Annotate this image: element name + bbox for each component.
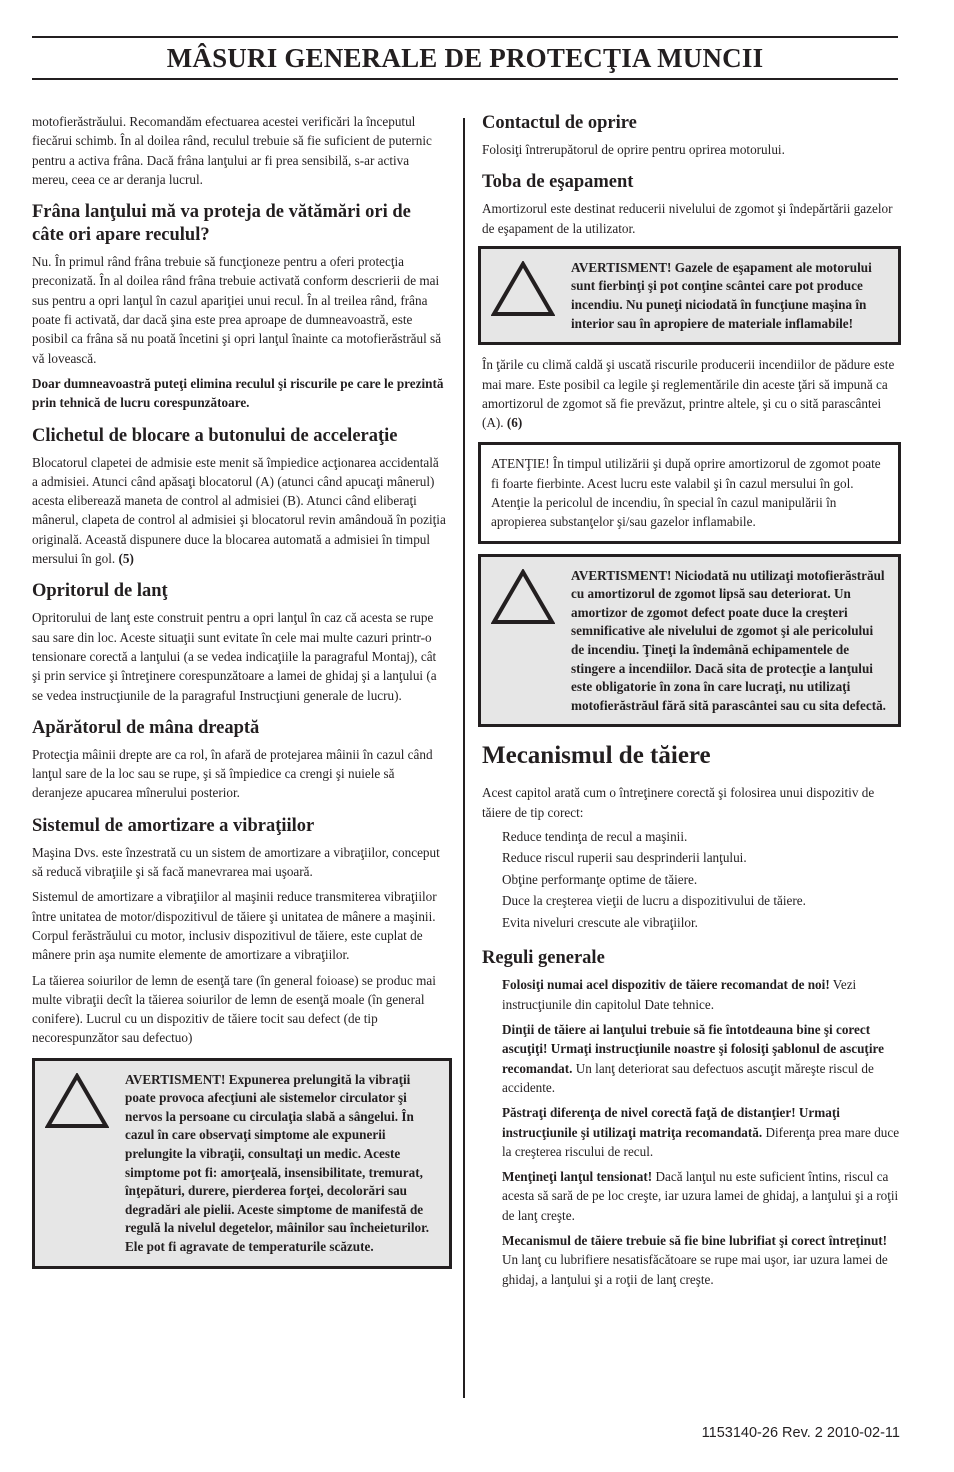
warning-text: AVERTISMENT! Gazele de eşapament ale motorului sunt fierbinţi şi pot conţine scântei care pot produce incendiu. Nu puneţi niciodată în funcţiune maşina în interior sau în apropiere de materiale inflamabile! bbox=[571, 259, 872, 331]
attention-text: ATENŢIE! În timpul utilizării şi după oprire amortizorul de zgomot poate fi foarte fierbinte. Acest lucru este valabil şi în cazul mersului în gol. Atenţie la pericolul de incendiu, în special în cazul manipulării în apropierea substanţelor şi/sau gazelor inflamabile. bbox=[491, 456, 881, 530]
warning-box-muffler bbox=[478, 554, 901, 728]
left-column bbox=[32, 112, 446, 1279]
paragraph: Opritorului de lanţ este construit pentru a opri lanţul în caz că acesta se rupe sau sare din loc. Aceste situaţii sunt evitate în cele mai multe cazuri printr-o tensionare corectă a lanţului (a se vedea indicaţiile la paragraful Montaj), cât şi prin service şi întreţinere corespunzătoare a lamei de ghidaj şi a lanţului (a se vedea instrucţiunile de la paragraful Instrucţiuni generale de lucru). bbox=[32, 610, 437, 703]
rule-text: Un lanţ cu lubrifiere nesatisfăcătoare se rupe mai uşor, iar uzura lamei de ghidaj, a lanţului şi a roţii de lanţ creşte. bbox=[502, 1252, 888, 1287]
section-title-throttle-lockout: Clichetul de blocare a butonului de acceleraţie bbox=[32, 425, 398, 446]
paragraph bbox=[32, 453, 446, 569]
paragraph: Maşina Dvs. este înzestrată cu un sistem de amortizare a vibraţiilor, conceput să reducă vibraţiile şi să facă manevrarea mai uşoară. bbox=[32, 844, 440, 880]
rule-item bbox=[502, 1231, 902, 1289]
rule-item bbox=[502, 1167, 902, 1225]
paragraph bbox=[482, 355, 902, 432]
figure-ref: (6) bbox=[506, 415, 523, 431]
warning-text: AVERTISMENT! Expunerea prelungită la vibraţii poate provoca afecţiuni ale sistemelor circulator şi nervos la persoane cu circulaţia slabă a sângelui. În cazul în care observaţi simptome ale expunerii prelungite la vibraţii, consultaţi un medic. Aceste simptome pot fi: amorţeală, insensibilitate, tremurat, înţepături, durere, pierderea forţei, decolorări sau degradări ale pielii. Aceste simptome de manifestă de regulă la nivelul degetelor, mâinilor sau încheieturilor. Ele pot fi agravate de temperaturile scăzute. bbox=[125, 1071, 430, 1255]
warning-box-exhaust bbox=[478, 246, 901, 345]
rule-item bbox=[502, 1103, 902, 1161]
section-title-muffler: Toba de eşapament bbox=[482, 172, 634, 193]
page-title: MÂSURI GENERALE DE PROTECŢIA MUNCII bbox=[166, 42, 764, 73]
list-item: Obţine performanţe optime de tăiere. bbox=[502, 871, 698, 887]
rule-text: Vezi instrucţiunile din capitolul Date tehnice. bbox=[502, 977, 857, 1012]
list-item: Reduce tendinţa de recul a maşinii. bbox=[502, 828, 688, 844]
intro-paragraph: motofierăstrăului. Recomandăm efectuarea acestei verificări la începutul fiecărui schimb. În al doilea rând, reculul trebuie să fie suficient de puternic pentru a activa frâna. Dacă frâna lanţului ar fi prea sensibilă, s-ar activa mereu, ceea ce ar deranja lucrul. bbox=[32, 114, 432, 187]
section-title-chain-brake-protection: Frâna lanţului mă va proteja de vătămări ori de câte ori apare reculul? bbox=[32, 202, 411, 246]
rule-bold: Păstraţi diferenţa de nivel corectă faţă de distanţier! Urmaţi instrucţiunile şi utilizaţi matriţa recomandată. bbox=[502, 1105, 840, 1140]
chapter-title-cutting-equipment: Mecanismul de tăiere bbox=[482, 742, 711, 770]
section-title-chain-catcher: Opritorul de lanţ bbox=[32, 581, 168, 602]
list-item: Evita niveluri crescute ale vibraţiilor. bbox=[502, 914, 698, 930]
figure-ref: (5) bbox=[118, 551, 134, 567]
warning-triangle-icon bbox=[45, 1071, 117, 1257]
page-header bbox=[32, 36, 898, 80]
rule-bold: Mecanismul de tăiere trebuie să fie bine lubrifiat şi corect întreţinut! bbox=[502, 1233, 888, 1249]
paragraph-text: În ţările cu climă caldă şi uscată riscurile producerii incendiilor de pădure este mai mare. Este posibil ca legile şi reglementările din aceste ţări să impună ca amortizorul de zgomot să fie prevăzut, printre altele, şi cu o sită parascântei (A). bbox=[482, 357, 895, 431]
paragraph: Acest capitol arată cum o întreţinere corectă şi folosirea unui dispozitiv de tăiere de tip corect: bbox=[482, 785, 875, 820]
paragraph: Protecţia mâinii drepte are ca rol, în afară de protejarea mâinii în cazul când lanţul sare de la loc sau se rupe, şi să împiedice ca crengi şi nuiele să deranjeze apucarea mînerului posterior. bbox=[32, 746, 433, 801]
list-item: Duce la creşterea vieţii de lucru a dispozitivului de tăiere. bbox=[502, 893, 806, 909]
right-column bbox=[482, 112, 902, 1295]
column-divider bbox=[463, 118, 465, 1398]
list-item: Reduce riscul ruperii sau desprinderii lanţului. bbox=[502, 850, 747, 866]
paragraph: Folosiţi întrerupătorul de oprire pentru oprirea motorului. bbox=[482, 142, 785, 157]
section-title-general-rules: Reguli generale bbox=[482, 948, 605, 969]
paragraph: La tăierea soiurilor de lemn de esenţă tare (în general foioase) se produc mai multe vibraţii decît la tăierea soiurilor de lemn de esenţă moale (în general conifere). Lucrul cu un dispozitiv de tăiere tocit sau defect (de tip necorespunzător sau defectuo) bbox=[32, 972, 436, 1046]
warning-triangle-icon bbox=[491, 567, 563, 716]
rule-bold: Menţineţi lanţul tensionat! bbox=[502, 1169, 653, 1185]
rule-text: Dacă lanţul nu este suficient întins, riscul ca acesta să sară de pe loc creşte, iar uzura lamei de ghidaj, a lanţului şi a roţii de lanţ creşte. bbox=[502, 1169, 899, 1223]
warning-text: AVERTISMENT! Niciodată nu utilizaţi motofierăstrăul cu amortizorul de zgomot lipsă sau deteriorat. Un amortizor de zgomot defect poate duce la creşteri semnificative ale nivelului de zgomot şi ale pericolului de incendiu. Ţineţi la îndemână echipamentele de stingere a incendiilor. Dacă sita de protecţie a lanţului este obligatorie în zona în care lucraţi, nu utilizaţi motofierăstrăul fără sită parascântei sau cu sita defectă. bbox=[571, 567, 886, 713]
rule-text: Un lanţ deteriorat sau defectuos ascuţit măreşte riscul de accidente. bbox=[502, 1060, 874, 1095]
rule-bold: Dinţii de tăiere ai lanţului trebuie să fie întotdeauna bine şi corect ascuţiţi! Urmaţi instrucţiunile noastre şi folosiţi şablonul de ascuţire recomandat. bbox=[502, 1022, 884, 1076]
rule-item bbox=[502, 975, 902, 1014]
paragraph-text: Blocatorul clapetei de admisie este menit să împiedice acţionarea accidentală a admisiei. Atunci când apăsaţi blocatorul (A) (atunci când apucaţi mânerul) acesta eliberează maneta de control al admisiei (B). Atunci când eliberaţi mânerul, clapeta de control al admisiei şi blocatorul revin amândouă în poziţia originală. Această dispunere duce la blocarea automată a admisiei în timpul mersului în gol. bbox=[32, 454, 446, 567]
section-title-vibration-damping: Sistemul de amortizare a vibraţiilor bbox=[32, 815, 315, 836]
paragraph: Sistemul de amortizare a vibraţiilor al maşinii reduce transmiterea vibraţiilor între unitatea de motor/dispozitivul de tăiere şi unitatea de mânere a maşinii. Corpul ferăstrăului cu motor, inclusiv dispozitivul de tăiere, este cuplat de mânere prin aşa numite elemente de amortizare a vibraţiilor. bbox=[32, 889, 437, 963]
rule-text: Diferenţa prea mare duce la creşterea riscului de recul. bbox=[502, 1124, 900, 1159]
warning-box-vibration bbox=[32, 1058, 452, 1269]
document-reference: 1153140-26 Rev. 2 2010-02-11 bbox=[701, 1425, 900, 1441]
warning-triangle-icon bbox=[491, 259, 563, 333]
paragraph: Nu. În primul rând frâna trebuie să funcţioneze pentru a oferi protecţia preconizată. În al doilea rând frâna trebuie activată conform descrierii de mai sus pentru a opri lanţul în cazul apariţiei unui recul. În al treilea rând, frâna poate fi activată, dar dacă şina este prea aproape de dumneavoastră, este posibil ca frâna să nu poată încetini şi opri lanţul înainte ca motofierăstrăul să vă lovească. bbox=[32, 254, 442, 366]
paragraph-bold: Doar dumneavoastră puteţi elimina reculul şi riscurile pe care le prezintă prin tehnică de lucru corespunzătoare. bbox=[32, 375, 444, 411]
attention-box bbox=[478, 442, 901, 543]
section-title-right-hand-guard: Apărătorul de mâna dreaptă bbox=[32, 717, 260, 738]
section-title-stop-switch: Contactul de oprire bbox=[482, 113, 637, 133]
rule-item bbox=[502, 1020, 902, 1097]
rule-bold: Folosiţi numai acel dispozitiv de tăiere recomandat de noi! bbox=[502, 977, 830, 993]
paragraph: Amortizorul este destinat reducerii nivelului de zgomot şi îndepărtării gazelor de eşapament de la utilizator. bbox=[482, 201, 893, 236]
